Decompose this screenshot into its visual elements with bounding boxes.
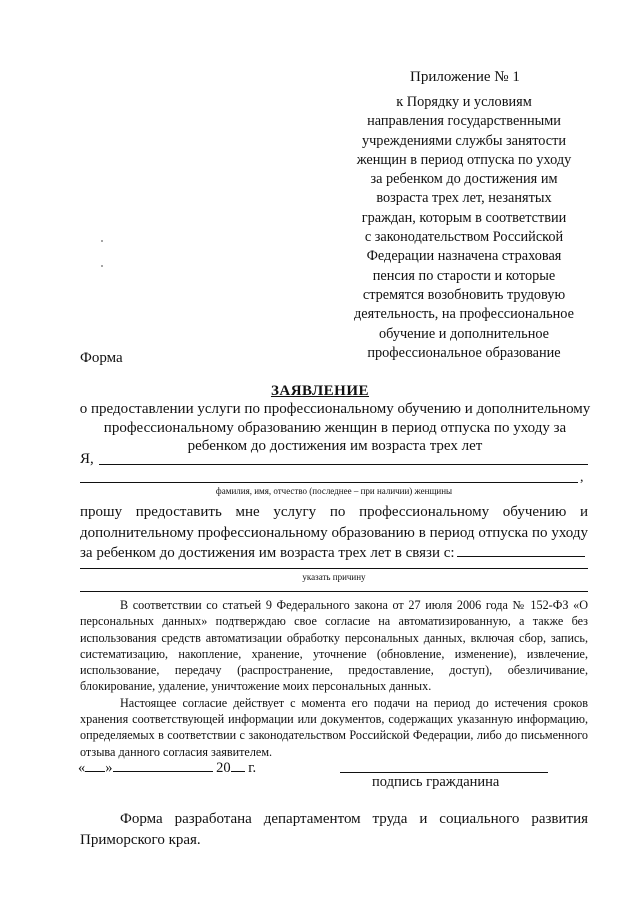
appendix-line: женщин в период отпуска по уходу [356, 151, 572, 168]
date-year-prefix: 20 [216, 760, 231, 776]
appendix-line: Федерации назначена страховая [366, 248, 562, 265]
applicant-prefix: Я, [80, 451, 94, 467]
appendix-line: возраста трех лет, незанятых [376, 190, 552, 207]
document-subtitle [72, 400, 598, 456]
document-title: ЗАЯВЛЕНИЕ [270, 383, 370, 399]
footer-line: Форма разработана департаментом труда и социального развития [120, 811, 588, 827]
scan-speck [101, 265, 103, 267]
subtitle-line: о предоставлении услуги по профессиональному обучению и дополнительному [79, 401, 591, 417]
signature-caption: подпись гражданина [372, 774, 500, 790]
date-open-quote: « [78, 760, 86, 776]
appendix-line: за ребенком до достижения им [370, 171, 558, 188]
reason-caption: указать причину [302, 572, 366, 582]
date-day-field[interactable] [85, 759, 105, 772]
appendix-line: обучение и дополнительное [378, 325, 550, 342]
consent-block [80, 597, 588, 760]
consent-paragraph: В соответствии со статьей 9 Федерального закона от 27 июля 2006 года № 152-ФЗ «О персональных данных» подтверждаю свое согласие на автоматизированную, а также без использования средств автоматизации обработку персональных данных, включая сбор, запись, систематизацию, накопление, хранение, уточнение (обновление, изменение), извлечение, использование, передачу (распространение, предоставление, доступ), обезличивание, блокирование, удаление, уничтожение моих персональных данных. [80, 598, 588, 694]
footer-line: Приморского края. [80, 832, 201, 848]
appendix-line: профессиональное образование [367, 344, 561, 361]
reason-field[interactable] [457, 544, 585, 557]
applicant-caption: фамилия, имя, отчество (последнее – при наличии) женщины [215, 486, 453, 496]
applicant-name-field[interactable] [99, 464, 588, 465]
subtitle-line: профессиональному образованию женщин в период отпуска по уходу за [103, 419, 567, 436]
scan-speck [101, 240, 103, 242]
date-row [78, 759, 256, 777]
request-paragraph [80, 502, 588, 564]
appendix-line: деятельность, на профессиональное [354, 306, 574, 323]
form-label: Форма [80, 350, 123, 366]
appendix-line: направления государственными [367, 113, 561, 130]
date-close-quote: » [105, 760, 113, 776]
appendix-line: граждан, которым в соответствии [361, 209, 567, 226]
date-year-field[interactable] [231, 759, 245, 772]
appendix-line: стремятся возобновить трудовую [362, 286, 566, 303]
subtitle-line: ребенком до достижения им возраста трех лет [187, 438, 483, 454]
date-month-field[interactable] [113, 759, 213, 772]
appendix-line: к Порядку и условиям [396, 94, 532, 110]
appendix-line: пенсия по старости и которые [372, 267, 556, 284]
consent-paragraph: Настоящее согласие действует с момента его подачи на период до истечения сроков хранения соответствующей информации или документов, содержащих указанную информацию, определяемых в соответствии с законодательством Российской Федерации, либо до письменного отзыва данного согласия заявителем. [80, 695, 588, 759]
footer-note [80, 809, 588, 851]
appendix-title: Приложение № 1 [410, 69, 520, 85]
signature-field[interactable] [340, 772, 548, 773]
appendix-line: учреждениями службы занятости [361, 132, 567, 149]
applicant-comma: , [580, 470, 584, 485]
request-text: прошу предоставить мне услугу по профессиональному обучению и дополнительному профессиональному образованию в период отпуска по уходу за ребенком до достижения им возраста трех лет в связи с: [80, 504, 588, 561]
appendix-line: с законодательством Российской [364, 229, 564, 246]
appendix-reference [330, 93, 598, 363]
reason-field-3[interactable] [80, 591, 588, 592]
reason-field-2[interactable] [80, 568, 588, 569]
date-year-suffix: г. [248, 760, 257, 776]
applicant-name-field-2[interactable] [80, 482, 578, 483]
